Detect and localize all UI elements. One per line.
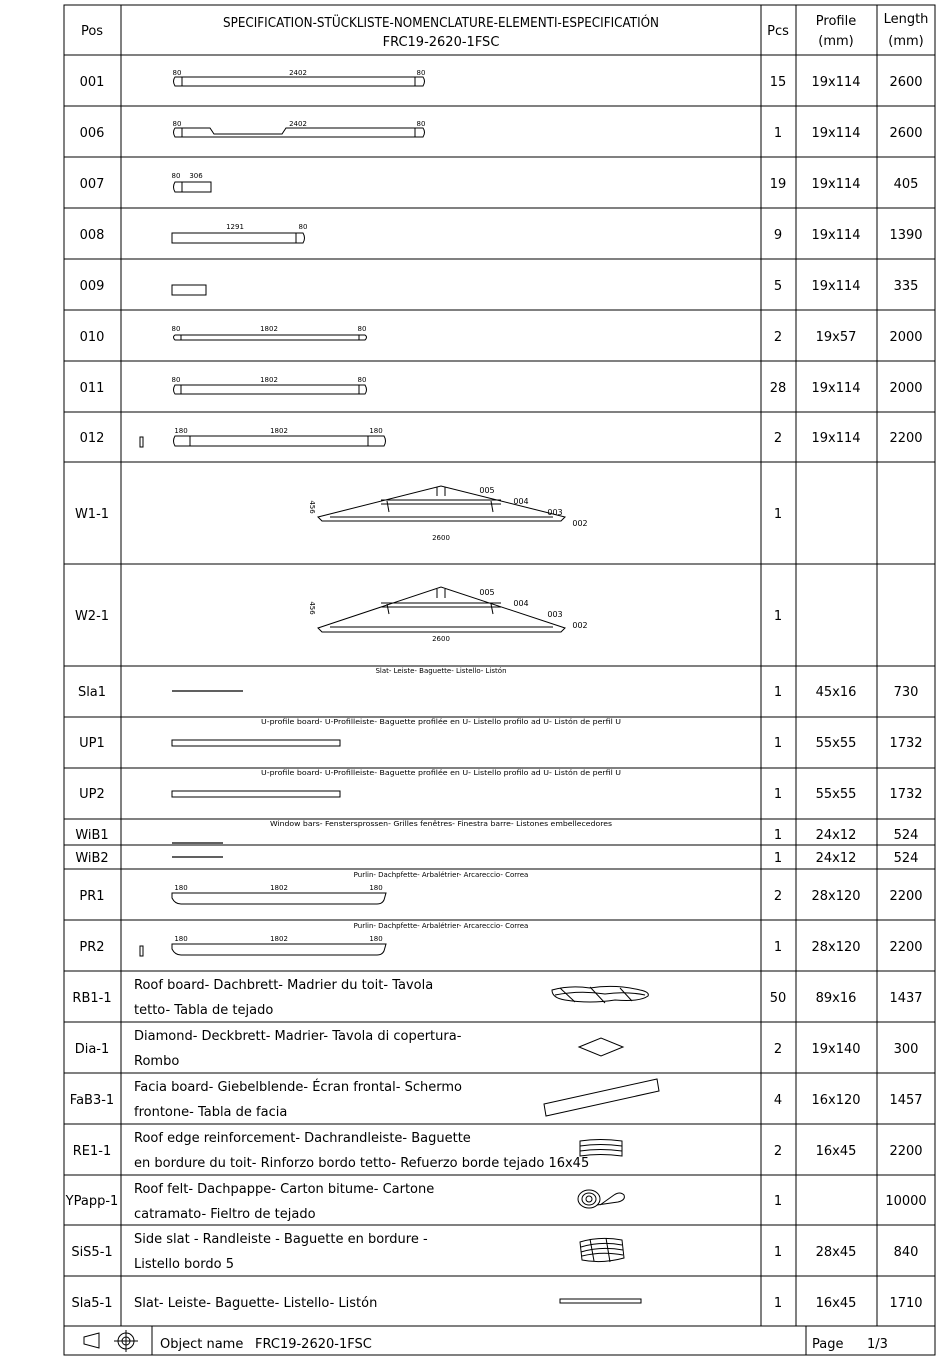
row-profile: 19x114: [811, 75, 861, 90]
row-pcs: 4: [773, 1093, 783, 1108]
table-row: [78, 667, 918, 700]
facia-board-icon: [544, 1079, 659, 1116]
part-label: 004: [513, 599, 529, 608]
row-length: 1710: [889, 1296, 923, 1311]
table-header: [81, 12, 928, 50]
row-caption: U-profile board- U-Profilleiste- Baguette profilée en U- Listello profilo ad U- Listón de perfil U: [261, 769, 621, 777]
row-pcs: 28: [769, 381, 787, 396]
row-pos: 010: [79, 330, 105, 345]
row-profile: 16x45: [815, 1144, 857, 1159]
row-length: 524: [893, 851, 919, 866]
dim-label: 80: [172, 69, 182, 77]
table-row: [75, 587, 782, 643]
row-caption: U-profile board- U-Profilleiste- Baguette profilée en U- Listello profilo ad U- Listón de perfil U: [261, 718, 621, 726]
header-profile: Profile: [815, 14, 857, 29]
dim-label: 1802: [270, 427, 288, 435]
row-pcs: 1: [773, 736, 783, 751]
dim-label: 180: [174, 427, 188, 435]
row-profile: 19x114: [811, 431, 861, 446]
table-row: [80, 279, 919, 295]
row-profile: 89x16: [815, 991, 857, 1006]
row-length: 405: [893, 177, 919, 192]
object-name-value: FRC19-2620-1FSC: [255, 1337, 372, 1352]
row-description: Rombo: [134, 1054, 180, 1069]
roof-board-icon: [552, 986, 648, 1003]
dim-label: 456: [308, 601, 316, 615]
gable-truss-drawing: [308, 587, 588, 643]
row-length: 840: [893, 1245, 919, 1260]
row-pos: Sla1: [77, 685, 107, 700]
table-row: [75, 1029, 919, 1069]
row-pos: UP2: [79, 787, 105, 802]
purlin-drawing: [140, 935, 386, 956]
row-pos: WiB2: [75, 851, 109, 866]
board-drawing: [172, 172, 211, 192]
dim-label: 180: [174, 935, 188, 943]
purlin-drawing: [172, 884, 386, 904]
row-profile: 28x120: [811, 889, 861, 904]
row-pos: 006: [79, 126, 105, 141]
row-description: frontone- Tabla de facia: [134, 1105, 288, 1120]
row-profile: 55x55: [815, 787, 857, 802]
dim-label: 180: [174, 884, 188, 892]
dim-label: 80: [171, 376, 181, 384]
row-pcs: 1: [773, 507, 783, 522]
projection-symbol-icon: [84, 1330, 138, 1352]
row-length: 1732: [889, 736, 923, 751]
row-profile: 28x45: [815, 1245, 857, 1260]
board-drawing: [172, 285, 206, 295]
dim-label: 2600: [432, 534, 450, 542]
table-grid: [64, 5, 935, 1355]
row-pcs: 1: [773, 1245, 783, 1260]
dim-label: 80: [416, 69, 426, 77]
row-pos: 011: [79, 381, 105, 396]
side-slat-bundle-icon: [580, 1238, 624, 1262]
dim-label: 1802: [260, 325, 278, 333]
header-length-unit: (mm): [888, 34, 924, 49]
row-pos: YPapp-1: [65, 1194, 119, 1209]
part-label: 003: [547, 610, 563, 619]
table-row: [73, 1131, 923, 1171]
page-label: Page: [812, 1337, 844, 1352]
table-row: [72, 978, 922, 1018]
row-pos: Sla5-1: [71, 1296, 113, 1311]
part-label: 002: [572, 519, 588, 528]
row-profile: 28x120: [811, 940, 861, 955]
dim-label: 2600: [432, 635, 450, 643]
row-profile: 45x16: [815, 685, 857, 700]
dim-label: 80: [416, 120, 426, 128]
part-label: 003: [547, 508, 563, 517]
dim-label: 80: [298, 223, 308, 231]
row-caption: Purlin- Dachpfette- Arbalétrier- Arcareccio- Correa: [353, 871, 529, 879]
row-caption: Slat- Leiste- Baguette- Listello- Listón: [375, 667, 507, 675]
dim-label: 80: [171, 172, 181, 180]
row-pcs: 5: [773, 279, 783, 294]
row-pos: WiB1: [75, 828, 109, 843]
board-drawing: [173, 120, 426, 137]
row-length: 1457: [889, 1093, 923, 1108]
row-pcs: 9: [773, 228, 783, 243]
part-label: 005: [479, 486, 495, 495]
slat-drawing: [560, 1299, 641, 1303]
row-profile: 19x114: [811, 381, 861, 396]
row-length: 524: [893, 828, 919, 843]
row-pos: Dia-1: [74, 1042, 110, 1057]
row-pos: 001: [79, 75, 105, 90]
row-pcs: 1: [773, 828, 783, 843]
dim-label: 80: [357, 376, 367, 384]
row-profile: 19x114: [811, 177, 861, 192]
row-pos: W1-1: [74, 507, 110, 522]
row-pos: UP1: [79, 736, 105, 751]
row-description: Listello bordo 5: [134, 1257, 234, 1272]
table-row: [71, 1296, 922, 1311]
dim-label: 80: [172, 120, 182, 128]
row-profile: 24x12: [815, 828, 857, 843]
dim-label: 1802: [260, 376, 278, 384]
part-label: 005: [479, 588, 495, 597]
row-length: 1437: [889, 991, 923, 1006]
board-drawing: [172, 223, 307, 243]
row-length: 1732: [889, 787, 923, 802]
row-pcs: 2: [773, 431, 783, 446]
dim-label: 1802: [270, 884, 288, 892]
part-label: 004: [513, 497, 529, 506]
dim-label: 180: [369, 427, 383, 435]
row-pcs: 15: [769, 75, 787, 90]
header-length: Length: [883, 12, 929, 27]
u-profile-drawing: [172, 791, 340, 797]
header-profile-unit: (mm): [818, 34, 854, 49]
dim-label: 1802: [270, 935, 288, 943]
row-description: Roof board- Dachbrett- Madrier du toit- Tavola: [134, 978, 434, 993]
row-caption: Window bars- Fenstersprossen- Grilles fenêtres- Finestra barre- Listones embellecedores: [270, 820, 613, 828]
row-pcs: 1: [773, 685, 783, 700]
row-profile: 55x55: [815, 736, 857, 751]
row-caption: Purlin- Dachpfette- Arbalétrier- Arcareccio- Correa: [353, 922, 529, 930]
dim-label: 2402: [289, 120, 307, 128]
diamond-icon: [579, 1038, 623, 1056]
table-row: [71, 1232, 918, 1272]
row-pcs: 1: [773, 1194, 783, 1209]
row-description: tetto- Tabla de tejado: [134, 1003, 274, 1018]
row-description: Facia board- Giebelblende- Écran frontal- Schermo: [134, 1080, 462, 1095]
row-pcs: 1: [773, 126, 783, 141]
row-length: 10000: [885, 1194, 927, 1209]
row-description: Diamond- Deckbrett- Madrier- Tavola di copertura-: [134, 1029, 462, 1044]
row-profile: 16x45: [815, 1296, 857, 1311]
row-pos: PR2: [79, 940, 105, 955]
table-row: [75, 851, 918, 866]
part-label: 002: [572, 621, 588, 630]
table-row: [80, 172, 919, 192]
row-length: 2000: [889, 330, 923, 345]
row-pcs: 19: [769, 177, 787, 192]
row-description: en bordure du toit- Rinforzo bordo tetto- Refuerzo borde tejado 16x45: [134, 1156, 590, 1171]
dim-label: 180: [369, 935, 383, 943]
row-length: 1390: [889, 228, 923, 243]
board-drawing: [172, 325, 367, 340]
board-drawing: [173, 69, 426, 86]
row-length: 2200: [889, 431, 923, 446]
row-pcs: 2: [773, 330, 783, 345]
board-drawing: [140, 427, 386, 447]
row-pos: PR1: [79, 889, 105, 904]
table-row: [75, 486, 782, 542]
row-profile: 19x57: [815, 330, 857, 345]
board-drawing: [172, 376, 367, 394]
row-pcs: 1: [773, 609, 783, 624]
row-pos: RE1-1: [72, 1144, 112, 1159]
row-profile: 24x12: [815, 851, 857, 866]
row-profile: 16x120: [811, 1093, 861, 1108]
row-pcs: 50: [769, 991, 787, 1006]
dim-label: 80: [357, 325, 367, 333]
row-length: 335: [893, 279, 919, 294]
row-length: 2600: [889, 75, 923, 90]
row-pcs: 1: [773, 787, 783, 802]
table-row: [75, 820, 918, 843]
dim-label: 456: [308, 500, 316, 514]
roof-felt-roll-icon: [578, 1190, 624, 1208]
row-profile: 19x140: [811, 1042, 861, 1057]
u-profile-drawing: [172, 740, 340, 746]
dim-label: 306: [189, 172, 203, 180]
dim-label: 1291: [226, 223, 244, 231]
row-length: 2600: [889, 126, 923, 141]
row-description: catramato- Fieltro de tejado: [134, 1207, 316, 1222]
gable-truss-drawing: [308, 486, 588, 542]
row-pos: 012: [79, 431, 105, 446]
row-length: 2200: [889, 940, 923, 955]
title-block: [84, 1330, 888, 1352]
row-description: Roof felt- Dachpappe- Carton bitume- Cartone: [134, 1182, 435, 1197]
row-pcs: 1: [773, 940, 783, 955]
dim-label: 180: [369, 884, 383, 892]
row-pos: FaB3-1: [69, 1093, 115, 1108]
table-row: [70, 1079, 923, 1120]
row-pcs: 2: [773, 1144, 783, 1159]
row-pcs: 1: [773, 851, 783, 866]
row-length: 2200: [889, 1144, 923, 1159]
row-description: Side slat - Randleiste - Baguette en bordure -: [134, 1232, 428, 1247]
row-pos: 009: [79, 279, 105, 294]
row-length: 2200: [889, 889, 923, 904]
row-pcs: 1: [773, 1296, 783, 1311]
row-pcs: 2: [773, 1042, 783, 1057]
header-pos: Pos: [80, 24, 104, 39]
table-row: [65, 1182, 927, 1222]
row-pos: 008: [79, 228, 105, 243]
row-pos: 007: [79, 177, 105, 192]
row-description: Roof edge reinforcement- Dachrandleiste- Baguette: [134, 1131, 471, 1146]
roof-edge-icon: [580, 1140, 622, 1157]
object-name-label: Object name: [160, 1337, 244, 1352]
header-subtitle: FRC19-2620-1FSC: [382, 35, 500, 50]
row-profile: 19x114: [811, 228, 861, 243]
row-pos: SiS5-1: [71, 1245, 113, 1260]
row-pos: W2-1: [74, 609, 110, 624]
row-length: 300: [893, 1042, 919, 1057]
row-length: 2000: [889, 381, 923, 396]
page-number: 1/3: [867, 1337, 888, 1352]
row-profile: 19x114: [811, 126, 861, 141]
header-title: SPECIFICATION-STÜCKLISTE-NOMENCLATURE-ELEMENTI-ESPECIFICATIÓN: [223, 16, 697, 31]
dim-label: 2402: [289, 69, 307, 77]
row-profile: 19x114: [811, 279, 861, 294]
row-pcs: 2: [773, 889, 783, 904]
header-pcs: Pcs: [767, 24, 789, 39]
dim-label: 80: [171, 325, 181, 333]
row-pos: RB1-1: [72, 991, 112, 1006]
row-description: Slat- Leiste- Baguette- Listello- Listón: [134, 1296, 378, 1311]
row-length: 730: [893, 685, 919, 700]
